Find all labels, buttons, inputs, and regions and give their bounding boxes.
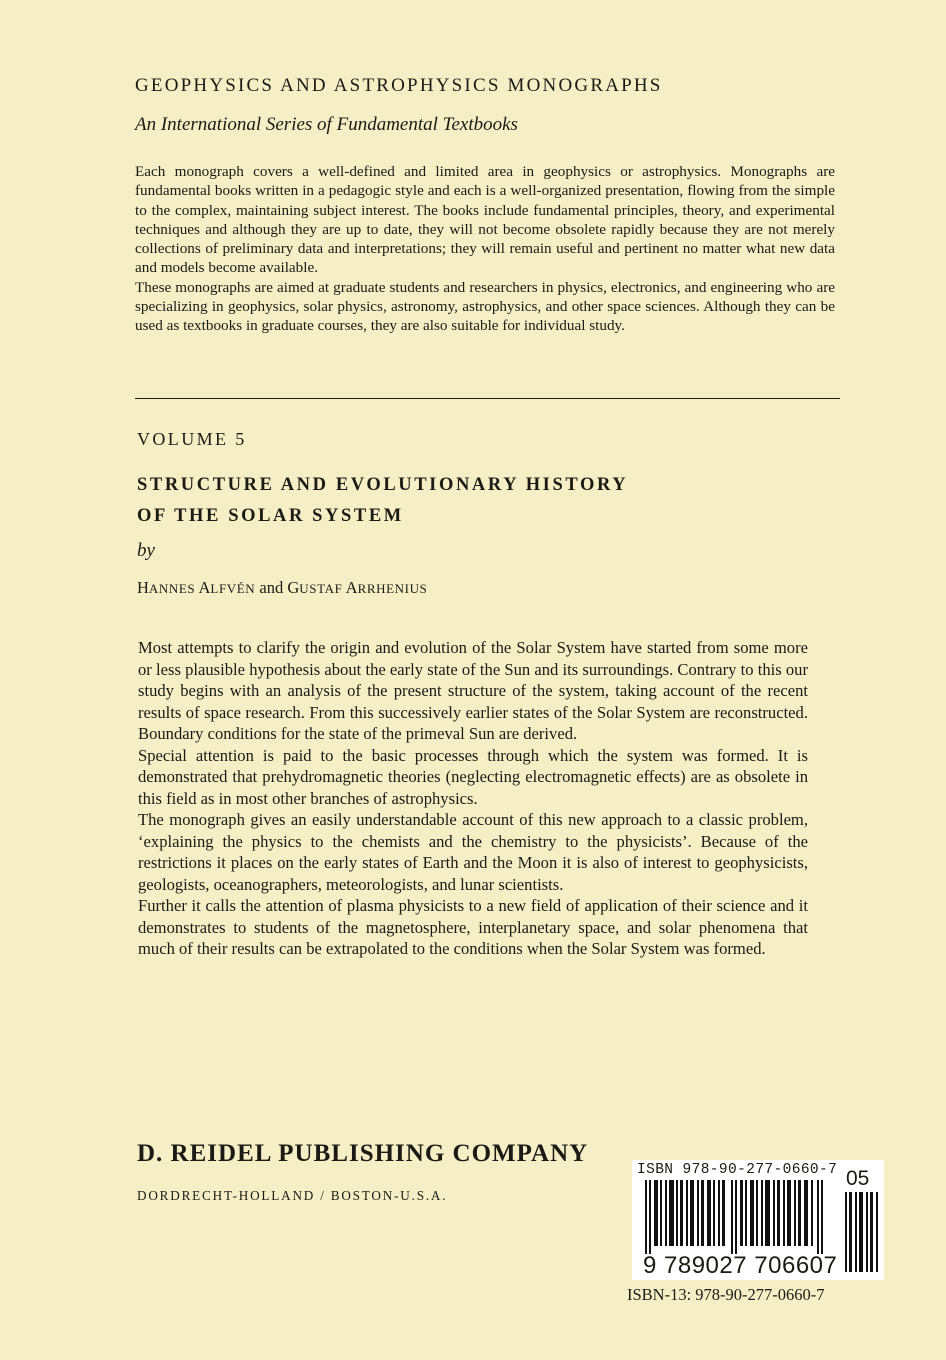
by-label: by (137, 540, 155, 561)
summary-paragraph: The monograph gives an easily understandable account of this new approach to a classic problem, ‘explaining the physics to the chemists and the chemistry to the physicists’. Because of the restrictions it places on the early states of Earth and the Moon it is also of interest to geophysicists, geologists, oceanographers, meteorologists, and lunar scientists. (138, 810, 808, 894)
series-description (135, 162, 835, 336)
authors-and: and (259, 578, 284, 597)
summary-paragraph: Most attempts to clarify the origin and evolution of the Solar System have started from some more or less plausible hypothesis about the early state of the Sun and its surroundings. Contrary to this our study begins with an analysis of the present structure of the system, taking account of the recent results of space research. From this successively earlier states of the Solar System are reconstructed. Boundary conditions for the state of the primeval Sun are derived. (138, 638, 808, 743)
barcode-addon-icon (845, 1192, 881, 1272)
author-name-part: RRHENIUS (357, 581, 428, 596)
publisher-name: D. REIDEL PUBLISHING COMPANY (137, 1140, 589, 1167)
barcode-digits: 9 789027 706607 (643, 1252, 838, 1279)
barcode-icon (645, 1180, 835, 1254)
series-title: GEOPHYSICS AND ASTROPHYSICS MONOGRAPHS (135, 75, 663, 96)
authors (137, 578, 427, 598)
author-name-part: ANNES (148, 581, 196, 596)
barcode-addon-digits: 05 (846, 1167, 870, 1190)
series-description-paragraph: Each monograph covers a well-defined and limited area in geophysics or astrophysics. Monographs are fundamental books written in a pedagogic style and each is a well-organized presentation, flowing from the simple to the complex, maintaining subject interest. The books include fundamental principles, theory, and experimental techniques and although they are up to date, they will not become obsolete rapidly because they are not merely collections of preliminary data and interpretations; they will remain useful and pertinent no matter what new data and models become available. (135, 163, 835, 277)
author-name-part: LFVÉN (210, 581, 256, 596)
section-divider (135, 398, 840, 399)
book-title-line: STRUCTURE AND EVOLUTIONARY HISTORY (137, 475, 629, 495)
isbn-13: ISBN-13: 978-90-277-0660-7 (627, 1285, 825, 1304)
summary-paragraph: Further it calls the attention of plasma physicists to a new field of application of their science and it demonstrates to students of the magnetosphere, interplanetary space, and solar phenomena that much of their results can be extrapolated to the conditions when the Solar System was formed. (138, 896, 808, 958)
author-initial: G (287, 578, 300, 597)
author-name-part: USTAF (299, 581, 343, 596)
series-subtitle: An International Series of Fundamental Textbooks (135, 114, 518, 135)
summary-paragraph: Special attention is paid to the basic processes through which the system was formed. It is demonstrated that prehydromagnetic theories (neglecting electromagnetic effects) are as obsolete in this field as in most other branches of astrophysics. (138, 745, 808, 808)
book-title-line: OF THE SOLAR SYSTEM (137, 506, 404, 526)
publisher-cities: DORDRECHT-HOLLAND / BOSTON-U.S.A. (137, 1188, 448, 1203)
volume-label: VOLUME 5 (137, 429, 247, 449)
barcode-isbn-label: ISBN 978-90-277-0660-7 (637, 1162, 838, 1178)
author-initial: H (137, 578, 149, 597)
series-description-paragraph: These monographs are aimed at graduate students and researchers in physics, electronics, and engineering who are specializing in geophysics, solar physics, astronomy, astrophysics, and other space sciences. Although they can be used as textbooks in graduate courses, they are also suitable for individual study. (135, 278, 835, 335)
book-title (137, 470, 628, 532)
book-summary (138, 637, 808, 960)
author-initial: A (345, 578, 358, 597)
author-initial: A (198, 578, 211, 597)
